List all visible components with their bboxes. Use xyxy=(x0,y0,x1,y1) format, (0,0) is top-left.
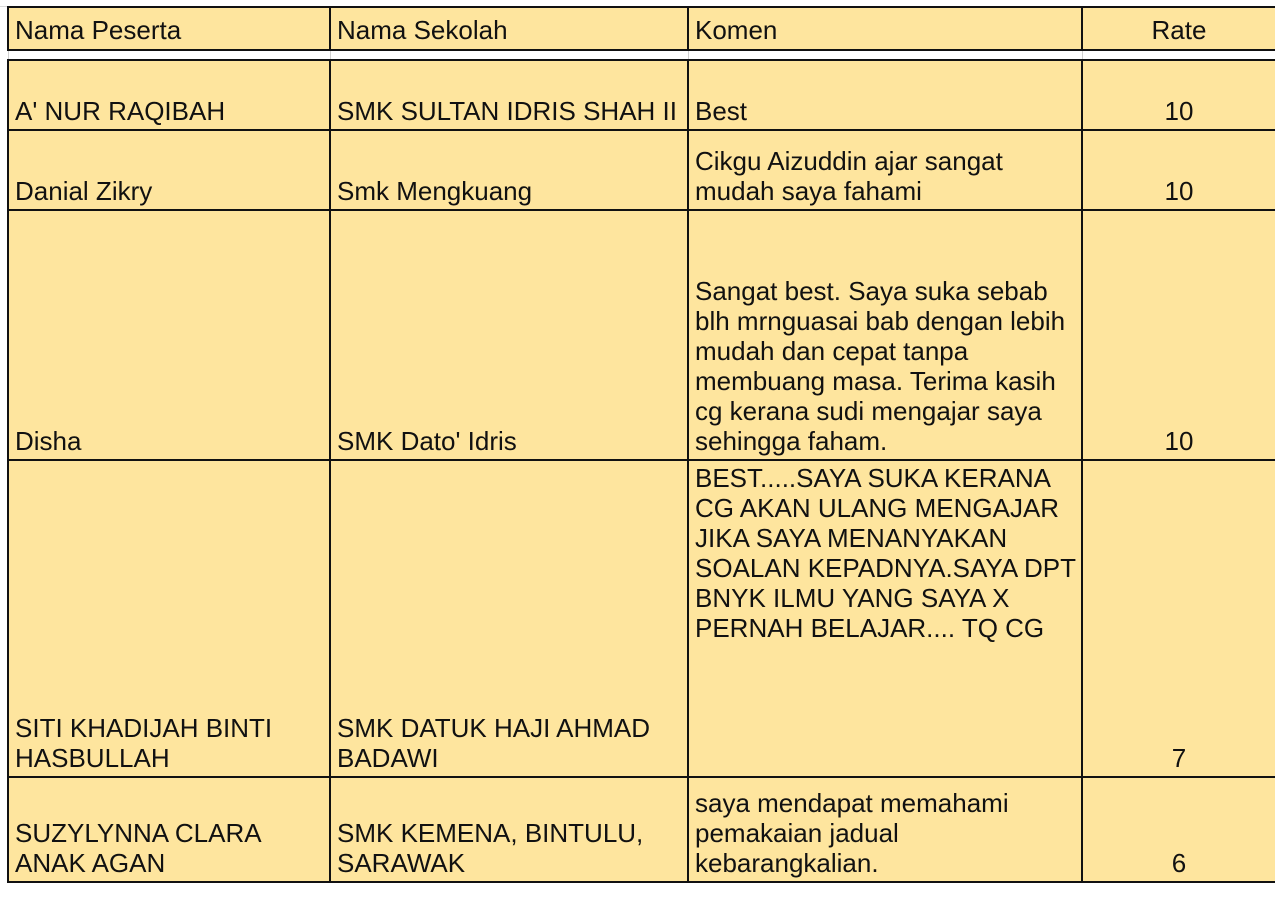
cell-komen[interactable]: Cikgu Aizuddin ajar sangat mudah saya fahami xyxy=(688,130,1082,210)
cell-rate[interactable]: 10 xyxy=(1082,60,1276,130)
header-row xyxy=(8,7,1276,50)
cell-rate[interactable]: 10 xyxy=(1082,210,1276,460)
cell-nama-peserta[interactable]: SITI KHADIJAH BINTI HASBULLAH xyxy=(8,460,330,777)
header-rate[interactable]: Rate xyxy=(1082,7,1276,50)
cell-komen[interactable]: saya mendapat memahami pemakaian jadual kebarangkalian. xyxy=(688,777,1082,882)
table-row xyxy=(8,60,1276,130)
cell-nama-sekolah[interactable]: SMK KEMENA, BINTULU, SARAWAK xyxy=(330,777,688,882)
table-row xyxy=(8,777,1276,882)
table-row xyxy=(8,460,1276,777)
cell-komen[interactable]: BEST.....SAYA SUKA KERANA CG AKAN ULANG MENGAJAR JIKA SAYA MENANYAKAN SOALAN KEPADNYA.SAYA DPT BNYK ILMU YANG SAYA X PERNAH BELAJAR.... TQ CG xyxy=(688,460,1082,777)
cell-nama-sekolah[interactable]: SMK DATUK HAJI AHMAD BADAWI xyxy=(330,460,688,777)
header-nama-sekolah[interactable]: Nama Sekolah xyxy=(330,7,688,50)
table-row xyxy=(8,130,1276,210)
bottom-grid-strip xyxy=(0,891,1280,901)
blank-cell[interactable] xyxy=(1082,50,1276,60)
cell-rate[interactable]: 6 xyxy=(1082,777,1276,882)
right-grid-strip xyxy=(1275,0,1280,901)
blank-cell[interactable] xyxy=(330,50,688,60)
header-nama-peserta[interactable]: Nama Peserta xyxy=(8,7,330,50)
cell-nama-sekolah[interactable]: SMK Dato' Idris xyxy=(330,210,688,460)
header-komen[interactable]: Komen xyxy=(688,7,1082,50)
cell-rate[interactable]: 7 xyxy=(1082,460,1276,777)
cell-nama-peserta[interactable]: A' NUR RAQIBAH xyxy=(8,60,330,130)
cell-komen[interactable]: Best xyxy=(688,60,1082,130)
cell-komen[interactable]: Sangat best. Saya suka sebab blh mrnguasai bab dengan lebih mudah dan cepat tanpa membuang masa. Terima kasih cg kerana sudi mengajar saya sehingga faham. xyxy=(688,210,1082,460)
cell-nama-sekolah[interactable]: SMK SULTAN IDRIS SHAH II xyxy=(330,60,688,130)
cell-nama-peserta[interactable]: Disha xyxy=(8,210,330,460)
blank-row xyxy=(8,50,1276,60)
table-row xyxy=(8,210,1276,460)
feedback-table xyxy=(7,6,1277,883)
cell-rate[interactable]: 10 xyxy=(1082,130,1276,210)
cell-nama-sekolah[interactable]: Smk Mengkuang xyxy=(330,130,688,210)
blank-cell[interactable] xyxy=(688,50,1082,60)
cell-nama-peserta[interactable]: SUZYLYNNA CLARA ANAK AGAN xyxy=(8,777,330,882)
blank-cell[interactable] xyxy=(8,50,330,60)
cell-nama-peserta[interactable]: Danial Zikry xyxy=(8,130,330,210)
